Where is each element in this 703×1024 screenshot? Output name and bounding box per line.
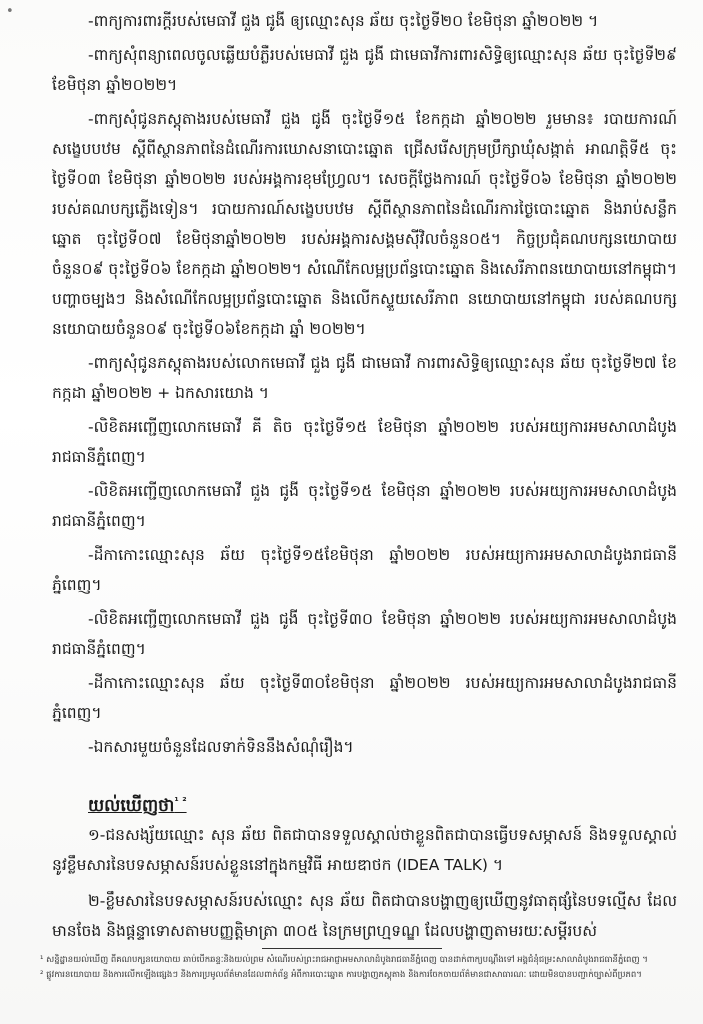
footnote-marks: ¹ ²: [174, 796, 187, 808]
evidence-item: -ពាក្យសុំជូនភស្តុតាងរបស់លោកមេធាវី ជួង ជូងី ជាមេធាវី ការពារសិទ្ធិឲ្យឈ្មោះសុន ឆ័យ ចុះថ្ងៃទី២៧ ខែកក្កដា ឆ្នាំ២០២២ + ឯកសារយោង ។: [52, 354, 677, 402]
evidence-item: -លិខិតអញ្ជើញលោកមេធាវី ជួង ជូងី ចុះថ្ងៃទី១៥ ខែមិថុនា ឆ្នាំ២០២២ របស់អយ្យការអមសាលាដំបូងរាជធានីភ្នំពេញ។: [52, 482, 677, 530]
finding-item: ១-ជនសង្ស័យឈ្មោះ សុន ឆ័យ ពិតជាបានទទួលស្គាល់ថាខ្លួនពិតជាបានធ្វើបទសម្ភាសន៍ និងទទួលស្គាល់នូវខ្លឹមសារនៃបទសម្ភាសន៍របស់ខ្លួននៅក្នុងកម្មវិធី អាយឌាថក (IDEA TALK) ។: [52, 826, 677, 874]
section-heading: [88, 795, 187, 820]
evidence-item: -ពាក្យការពារក្តីរបស់មេធាវី ជួង ជូងី ឲ្យឈ្មោះសុន ឆ័យ ចុះថ្ងៃទី២០ ខែមិថុនា ឆ្នាំ២០២២ ។: [88, 12, 599, 30]
evidence-item: -ដីកាកោះឈ្មោះសុន ឆ័យ ចុះថ្ងៃទី១៥ខែមិថុនា ឆ្នាំ២០២២ របស់អយ្យការអមសាលាដំបូងរាជធានីភ្នំពេញ។: [52, 546, 677, 594]
evidence-item: -ពាក្យសុំជូនភស្តុតាងរបស់មេធាវី ជួង ជូងី ចុះថ្ងៃទី១៥ ខែកក្កដា ឆ្នាំ២០២២ រួមមាន៖ របាយការណ៍សង្ខេបបឋម ស្តីពីស្ថានភាពនៃដំណើរការឃោសនាបោះឆ្នោត ជ្រើសរើសក្រុមប្រឹក្សាឃុំសង្កាត់ អាណត្តិទី៥ ចុះថ្ងៃទី០៣ ខែមិថុនា ឆ្នាំ២០២២ របស់អង្គការខុមហ្វ្រែល។ សេចក្តីថ្លែងការណ៍ ចុះថ្ងៃទី០៦ ខែមិថុនា ឆ្នាំ២០២២ របស់គណបក្សភ្លើងទៀន។ របាយការណ៍សង្ខេបបឋម ស្តីពីស្ថានភាពនៃដំណើរការថ្ងៃបោះឆ្នោត និងរាប់សន្លឹកឆ្នោត ចុះថ្ងៃទី០៧ ខែមិថុនាឆ្នាំ២០២២ របស់អង្គការសង្គមស៊ីវិលចំនួន០៥។ កិច្ចប្រជុំគណបក្សនយោបាយចំនួន០៩ ចុះថ្ងៃទី០៦ ខែកក្កដា ឆ្នាំ២០២២។ សំណើកែលម្អប្រព័ន្ធបោះឆ្នោត និងសេរីភាពនយោបាយនៅកម្ពុជា។ បញ្ហាចម្បងៗ និងសំណើកែលម្អប្រព័ន្ធបោះឆ្នោត និងលើកស្ទួយសេរីភាព នយោបាយនៅកម្ពុជា របស់គណបក្សនយោបាយចំនួន០៩ ចុះថ្ងៃទី០៦ខែកក្កដា ឆ្នាំ ២០២២។: [52, 110, 677, 338]
footnote: ¹ សន្និដ្ឋានយល់ឃើញ ពីគណបក្សនយោបាយ ឆាប់បើកឆន្ទៈនិងយល់ព្រម សំណើរបស់ព្រះរាជអាជ្ញាអមសាលាដំបូងរាជធានីភ្នំពេញ បានដាក់ពាក្យបណ្តឹងទៅ អង្គជំនុំជម្រះសាលាដំបូងរាជធានីភ្នំពេញ ។: [40, 955, 648, 965]
finding-item: ២-ខ្លឹមសារនៃបទសម្ភាសន៍របស់ឈ្មោះ សុន ឆ័យ ពិតជាបានបង្ហាញឲ្យឃើញនូវធាតុផ្សំនៃបទល្មើស ដែលមានចែង និងផ្តន្ទាទោសតាមបញ្ញត្តិមាត្រា ៣០៥ នៃក្រមព្រហ្មទណ្ឌ ដែលបង្ហាញតាមរយៈសម្តីរបស់: [52, 892, 677, 940]
evidence-item: -លិខិតអញ្ជើញលោកមេធាវី ជួង ជូងី ចុះថ្ងៃទី៣០ ខែមិថុនា ឆ្នាំ២០២២ របស់អយ្យការអមសាលាដំបូងរាជធានីភ្នំពេញ។: [52, 610, 677, 658]
evidence-list: [52, 6, 677, 766]
footnotes: [40, 953, 680, 983]
evidence-item: -ឯកសារមួយចំនួនដែលទាក់ទិននឹងសំណុំរឿង។: [88, 738, 354, 756]
footnote: ² ផ្លូវការនយោបាយ និងការលើកឡើងផ្សេងៗ និងការប្រមូលព័ត៌មានដែលពាក់ព័ន្ធ អំពីការបោះឆ្នោត ការបង្ហាញភស្តុតាង និងការចែកចាយព័ត៌មានជាសាធារណៈ ដោយមិនបានបញ្ជាក់ច្បាស់ពីប្រភព។: [40, 970, 642, 980]
section-heading-text: យល់ឃើញថា: [88, 796, 175, 816]
evidence-item: -ពាក្យសុំពន្យាពេលចូលឆ្លើយបំភ្លឺរបស់មេធាវី ជួង ជូងី ជាមេធាវីការពារសិទ្ធិឲ្យឈ្មោះសុន ឆ័យ ចុះថ្ងៃទី២៩ ខែមិថុនា ឆ្នាំ២០២២។: [52, 46, 677, 94]
evidence-item: -ដីកាកោះឈ្មោះសុន ឆ័យ ចុះថ្ងៃទី៣០ខែមិថុនា ឆ្នាំ២០២២ របស់អយ្យការអមសាលាដំបូងរាជធានីភ្នំពេញ។: [52, 674, 677, 722]
margin-mark: •: [6, 4, 14, 19]
findings-list: [52, 820, 677, 952]
evidence-item: -លិខិតអញ្ជើញលោកមេធាវី គី តិច ចុះថ្ងៃទី១៥ ខែមិថុនា ឆ្នាំ២០២២ របស់អយ្យការអមសាលាដំបូងរាជធានីភ្នំពេញ។: [52, 418, 677, 466]
footnote-divider: [262, 948, 442, 949]
